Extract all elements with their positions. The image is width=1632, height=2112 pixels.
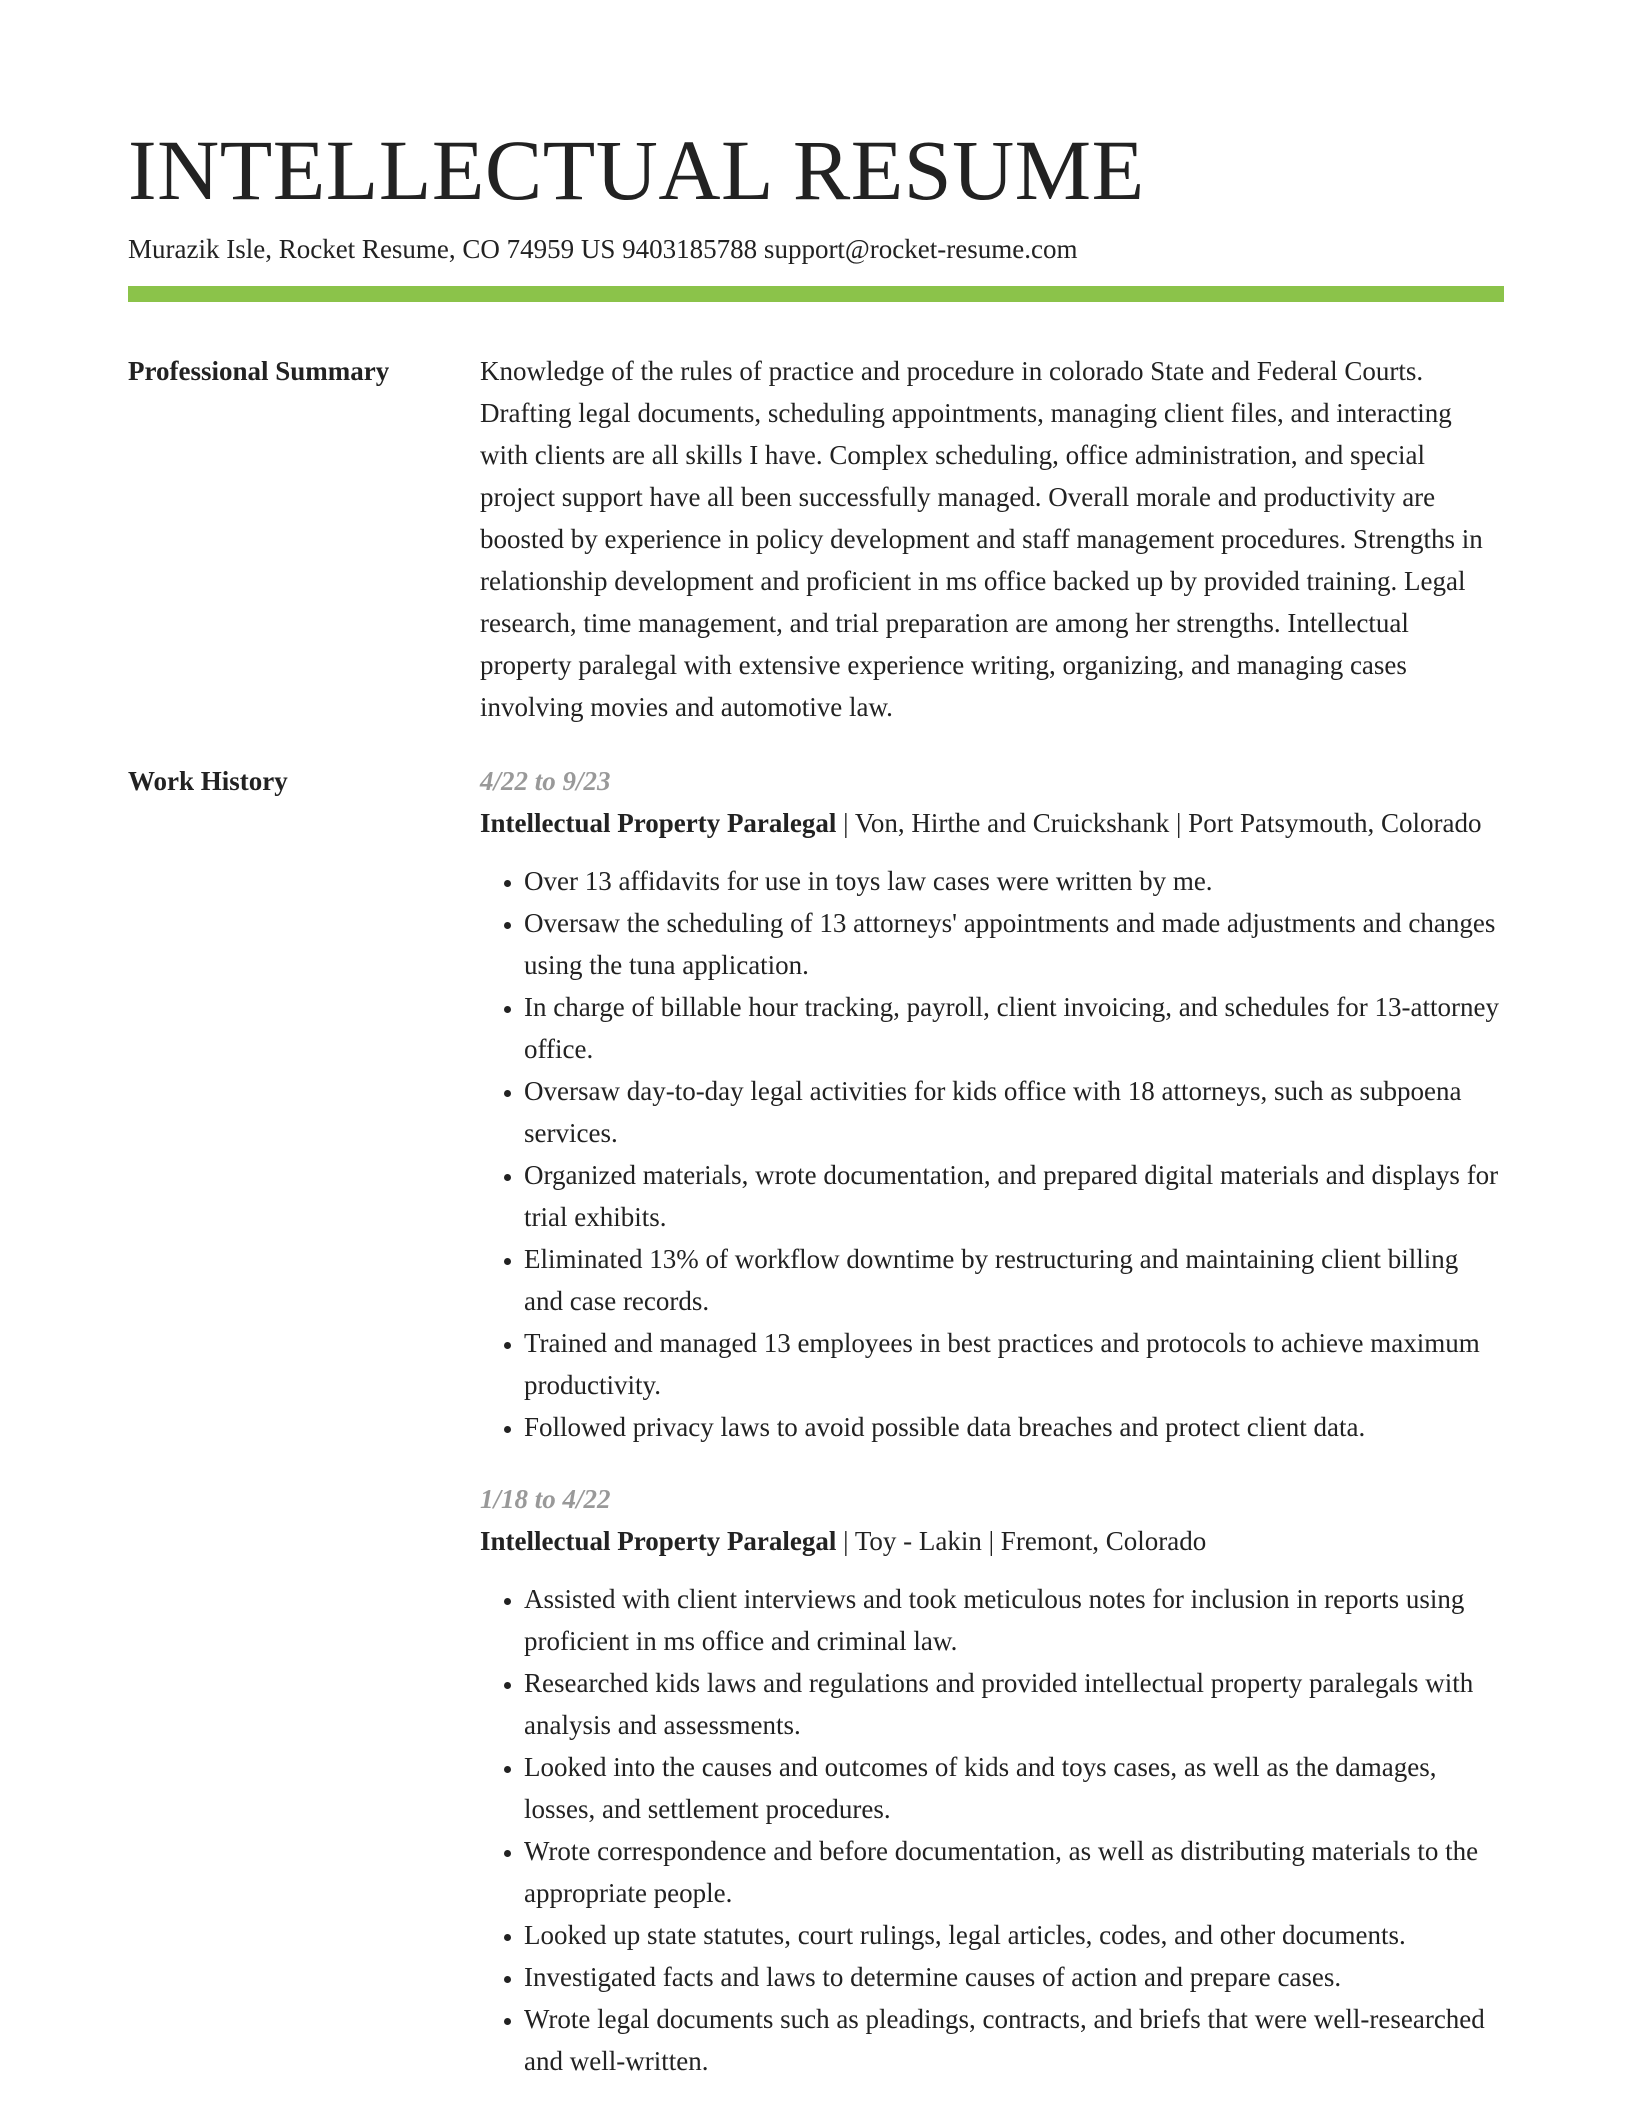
job-duties-list (480, 1578, 1504, 2082)
job-title: Intellectual Property Paralegal (480, 808, 837, 838)
job-duty: • Investigated facts and laws to determine causes of action and prepare cases. (524, 1956, 1504, 1998)
job-duty: • Looked up state statutes, court rulings, legal articles, codes, and other documents. (524, 1914, 1504, 1956)
job-details: | Von, Hirthe and Cruickshank | Port Patsymouth, Colorado (836, 808, 1482, 838)
job-duty: • Researched kids laws and regulations and provided intellectual property paralegals with analysis and assessments. (524, 1662, 1504, 1746)
job-duty: • Followed privacy laws to avoid possible data breaches and protect client data. (524, 1406, 1504, 1448)
job-title: Intellectual Property Paralegal (480, 1526, 837, 1556)
job-dates: 4/22 to 9/23 (480, 766, 611, 796)
job-duty: • Looked into the causes and outcomes of kids and toys cases, as well as the damages, losses, and settlement procedures. (524, 1746, 1504, 1830)
job-details: | Toy - Lakin | Fremont, Colorado (836, 1526, 1207, 1556)
job-duty: • In charge of billable hour tracking, payroll, client invoicing, and schedules for 13-attorney office. (524, 986, 1504, 1070)
job-dates: 1/18 to 4/22 (480, 1484, 611, 1514)
job-entry (480, 1478, 1504, 2082)
job-duty: • Over 13 affidavits for use in toys law cases were written by me. (524, 860, 1504, 902)
job-duty: • Trained and managed 13 employees in best practices and protocols to achieve maximum productivity. (524, 1322, 1504, 1406)
job-duty: • Wrote legal documents such as pleadings, contracts, and briefs that were well-researched and well-written. (524, 1998, 1504, 2082)
job-duty: • Organized materials, wrote documentation, and prepared digital materials and displays for trial exhibits. (524, 1154, 1504, 1238)
contact-line: Murazik Isle, Rocket Resume, CO 74959 US 9403185788 support@rocket-resume.com (128, 234, 1078, 264)
job-duty: • Eliminated 13% of workflow downtime by restructuring and maintaining client billing and case records. (524, 1238, 1504, 1322)
work-history-label: Work History (128, 766, 288, 796)
job-duty: • Oversaw day-to-day legal activities for kids office with 18 attorneys, such as subpoena services. (524, 1070, 1504, 1154)
job-duty: • Oversaw the scheduling of 13 attorneys' appointments and made adjustments and changes using the tuna application. (524, 902, 1504, 986)
resume-name: INTELLECTUAL RESUME (128, 122, 1145, 218)
job-entry (480, 760, 1504, 1448)
header-divider (128, 286, 1504, 302)
work-history-body (480, 760, 1504, 2112)
job-duty: • Wrote correspondence and before documentation, as well as distributing materials to the appropriate people. (524, 1830, 1504, 1914)
job-heading (480, 802, 1504, 844)
summary-text: Knowledge of the rules of practice and procedure in colorado State and Federal Courts. Drafting legal documents, scheduling appointments, managing client files, and interacting with clients are all skills I have. Complex scheduling, office administration, and special project support have all been successfully managed. Overall morale and productivity are boosted by experience in policy development and staff management procedures. Strengths in relationship development and proficient in ms office backed up by provided training. Legal research, time management, and trial preparation are among her strengths. Intellectual property paralegal with extensive experience writing, organizing, and managing cases involving movies and automotive law. (480, 356, 1483, 722)
summary-label: Professional Summary (128, 356, 390, 386)
job-duty: • Assisted with client interviews and took meticulous notes for inclusion in reports using proficient in ms office and criminal law. (524, 1578, 1504, 1662)
job-heading (480, 1520, 1504, 1562)
job-duties-list (480, 860, 1504, 1448)
summary-body (480, 350, 1504, 728)
